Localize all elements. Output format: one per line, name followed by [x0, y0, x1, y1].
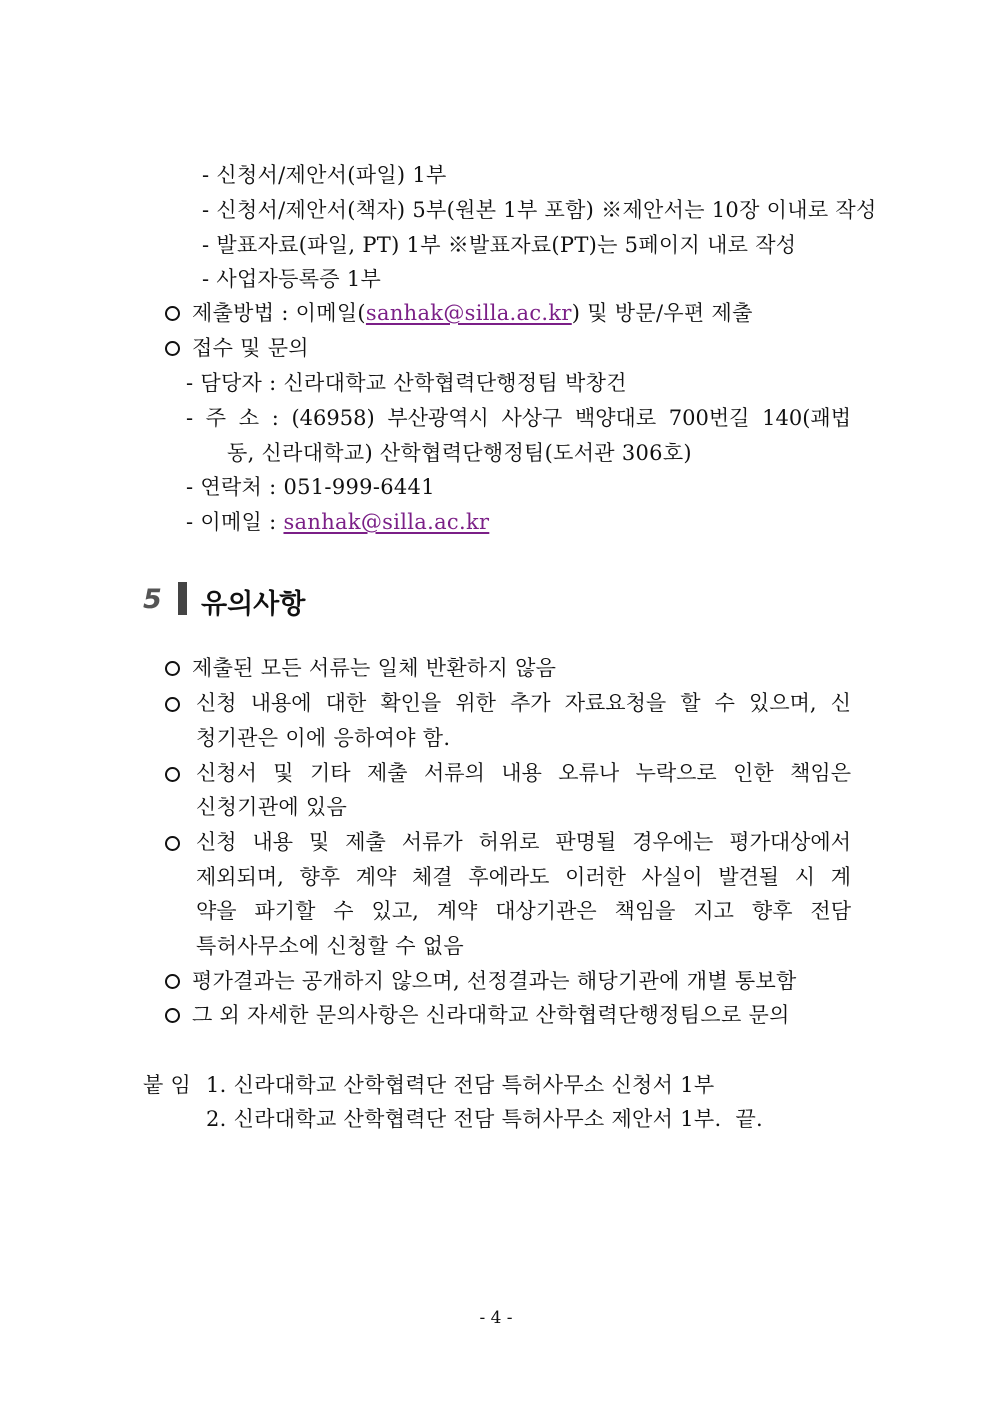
- note-item: 그 외 자세한 문의사항은 신라대학교 산학협력단행정팀으로 문의: [165, 1000, 790, 1030]
- note-item-cont: 특허사무소에 신청할 수 없음: [196, 934, 464, 958]
- submission-doc-item: - 신청서/제안서(책자) 5부(원본 1부 포함) ※제안서는 10장 이내로 작성: [202, 198, 877, 222]
- note-item: 제출된 모든 서류는 일체 반환하지 않음: [165, 653, 556, 683]
- section-number: 5: [143, 584, 162, 615]
- note-item: 신청 내용 및 제출 서류가 허위로 판명될 경우에는 평가대상에서: [196, 830, 851, 854]
- end-mark: 끝.: [735, 1107, 763, 1131]
- bullet-circle-icon: [165, 697, 180, 712]
- note-item: 신청서 및 기타 제출 서류의 내용 오류나 누락으로 인한 책임은: [196, 761, 851, 785]
- note-item: 신청 내용에 대한 확인을 위한 추가 자료요청을 할 수 있으며, 신: [196, 691, 851, 715]
- bullet-circle-icon: [165, 974, 180, 989]
- submission-method: 제출방법 : 이메일(sanhak@silla.ac.kr) 및 방문/우편 제출: [165, 298, 753, 328]
- attachments-label: 붙 임: [143, 1073, 192, 1097]
- bullet-circle-icon: [165, 767, 180, 782]
- inquiry-address: - 주 소 : (46958) 부산광역시 사상구 백양대로 700번길 140(괘법: [186, 406, 851, 430]
- inquiry-address-cont: 동, 신라대학교) 산학협력단행정팀(도서관 306호): [227, 441, 692, 465]
- note-item: 평가결과는 공개하지 않으며, 선정결과는 해당기관에 개별 통보함: [165, 966, 797, 996]
- inquiry-heading: 접수 및 문의: [165, 333, 309, 363]
- section-bar: [178, 582, 187, 615]
- page-number: - 4 -: [479, 1308, 513, 1328]
- inquiry-email: - 이메일 : sanhak@silla.ac.kr: [186, 510, 490, 534]
- bullet-circle-icon: [165, 661, 180, 676]
- submission-doc-item: - 신청서/제안서(파일) 1부: [202, 163, 447, 187]
- submission-doc-item: - 사업자등록증 1부: [202, 267, 382, 291]
- submission-doc-item: - 발표자료(파일, PT) 1부 ※발표자료(PT)는 5페이지 내로 작성: [202, 233, 797, 257]
- attachment-item: 2. 신라대학교 산학협력단 전담 특허사무소 제안서 1부. 끝.: [206, 1107, 763, 1131]
- note-item-cont: 신청기관에 있음: [196, 795, 348, 819]
- email-link[interactable]: sanhak@silla.ac.kr: [283, 510, 490, 534]
- attachment-item: 1. 신라대학교 산학협력단 전담 특허사무소 신청서 1부: [206, 1073, 715, 1097]
- section-title: 유의사항: [201, 589, 306, 620]
- note-item-cont: 제외되며, 향후 계약 체결 후에라도 이러한 사실이 발견될 시 계: [196, 865, 851, 889]
- inquiry-phone: - 연락처 : 051-999-6441: [186, 475, 435, 499]
- bullet-circle-icon: [165, 341, 180, 356]
- bullet-circle-icon: [165, 836, 180, 851]
- bullet-circle-icon: [165, 1008, 180, 1023]
- inquiry-manager: - 담당자 : 신라대학교 산학협력단행정팀 박창건: [186, 371, 627, 395]
- bullet-circle-icon: [165, 306, 180, 321]
- email-link[interactable]: sanhak@silla.ac.kr: [365, 301, 572, 325]
- note-item-cont: 약을 파기할 수 있고, 계약 대상기관은 책임을 지고 향후 전담: [196, 899, 851, 923]
- note-item-cont: 청기관은 이에 응하여야 함.: [196, 726, 451, 750]
